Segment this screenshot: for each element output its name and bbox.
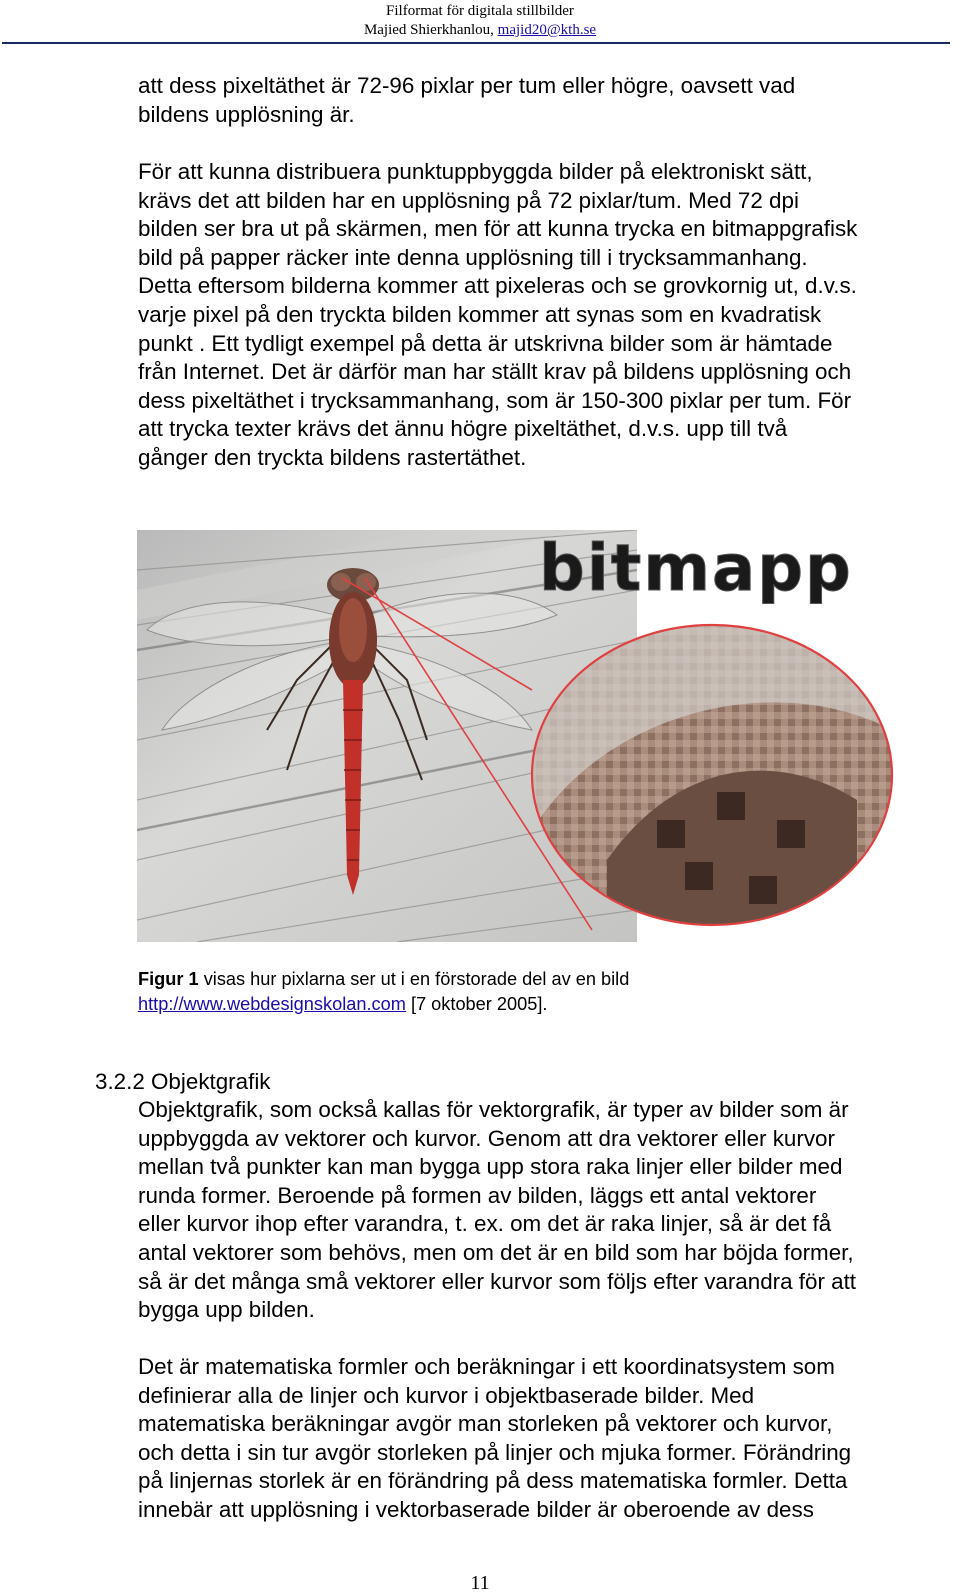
text-line: bildens upplösning är. — [138, 101, 355, 127]
text-line: punkt . Ett tydligt exempel på detta är utskrivna bilder som är hämtade — [138, 330, 833, 356]
text-line: eller kurvor ihop efter varandra, t. ex. om det är raka linjer, så är det få — [138, 1211, 832, 1237]
text-line: uppbyggda av vektorer och kurvor. Genom att dra vektorer eller kurvor — [138, 1125, 835, 1151]
text-line: antal vektorer som behövs, men om det är en bild som har böjda former, — [138, 1239, 854, 1265]
dragonfly-pixel-figure — [137, 530, 907, 942]
text-line: Detta eftersom bilderna kommer att pixeleras och se grovkornig ut, d.v.s. — [138, 273, 857, 299]
bitmapp-overlay-text: bitmapp — [539, 532, 853, 606]
paragraph-4 — [138, 1353, 948, 1525]
caption-line-1 — [138, 967, 938, 992]
text-line: mellan två punkter kan man bygga upp stora raka linjer eller bilder med — [138, 1154, 843, 1180]
text-line: definierar alla de linjer och kurvor i objektbaserade bilder. Med — [138, 1382, 755, 1408]
paragraph-3 — [138, 1096, 948, 1325]
paragraph-2 — [138, 158, 948, 473]
author-email-link[interactable]: majid20@kth.se — [497, 22, 597, 38]
text-line: Objektgrafik, som också kallas för vektorgrafik, är typer av bilder som är — [138, 1097, 849, 1122]
text-line: bild på papper räcker inte denna upplösning till i trycksammanhang. — [138, 244, 808, 270]
author-name: Majied Shierkhanlou, — [363, 22, 498, 38]
page-number: 11 — [470, 1572, 490, 1594]
text-line: runda former. Beroende på formen av bilden, läggs ett antal vektorer — [138, 1182, 817, 1208]
text-line: gånger den tryckta bildens rastertäthet. — [138, 444, 527, 470]
magnified-pixel-circle — [532, 625, 892, 925]
text-line: krävs det att bilden har en upplösning på 72 pixlar/tum. Med 72 dpi — [138, 187, 799, 213]
text-line: För att kunna distribuera punktuppbyggda bilder på elektroniskt sätt, — [138, 159, 813, 184]
document-title: Filformat för digitala stillbilder — [386, 3, 574, 19]
text-line: så är det många små vektorer eller kurvor som följs efter varandra för att — [138, 1268, 857, 1294]
caption-label: Figur 1 — [138, 969, 199, 989]
source-link[interactable]: http://www.webdesignskolan.com — [138, 994, 406, 1014]
text-line: på linjernas storlek är en förändring på dess matematiska formler. Detta — [138, 1468, 848, 1494]
header-rule — [2, 42, 950, 44]
author-line — [0, 21, 960, 40]
text-line: från Internet. Det är därför man har ställt krav på bildens upplösning och — [138, 359, 852, 385]
text-line: att dess pixeltäthet är 72-96 pixlar per tum eller högre, oavsett vad — [138, 73, 796, 98]
figure-illustration — [137, 530, 907, 942]
section-heading: 3.2.2 Objektgrafik — [95, 1069, 271, 1094]
text-line: dess pixeltäthet i trycksammanhang, som är 150-300 pixlar per tum. För — [138, 387, 852, 413]
figure-caption — [138, 967, 938, 1017]
text-line: bilden ser bra ut på skärmen, men för att kunna trycka en bitmappgrafisk — [138, 216, 858, 242]
text-line: Det är matematiska formler och beräkningar i ett koordinatsystem som — [138, 1354, 835, 1379]
caption-date: [7 oktober 2005]. — [405, 994, 548, 1014]
caption-line-2 — [138, 992, 938, 1017]
text-line: att trycka texter krävs det ännu högre pixeltäthet, d.v.s. upp till två — [138, 416, 788, 442]
text-line: och detta i sin tur avgör storleken på linjer och mjuka former. Förändring — [138, 1439, 852, 1465]
text-line: innebär att upplösning i vektorbaserade bilder är oberoende av dess — [138, 1496, 814, 1522]
caption-text: visas hur pixlarna ser ut i en förstorade del av en bild — [198, 969, 630, 989]
paragraph-1 — [138, 72, 948, 129]
page-header — [0, 0, 960, 40]
text-line: matematiska beräkningar avgör man storleken på vektorer och kurvor, — [138, 1411, 833, 1437]
text-line: varje pixel på den tryckta bilden kommer att synas som en kvadratisk — [138, 301, 822, 327]
text-line: bygga upp bilden. — [138, 1297, 315, 1323]
